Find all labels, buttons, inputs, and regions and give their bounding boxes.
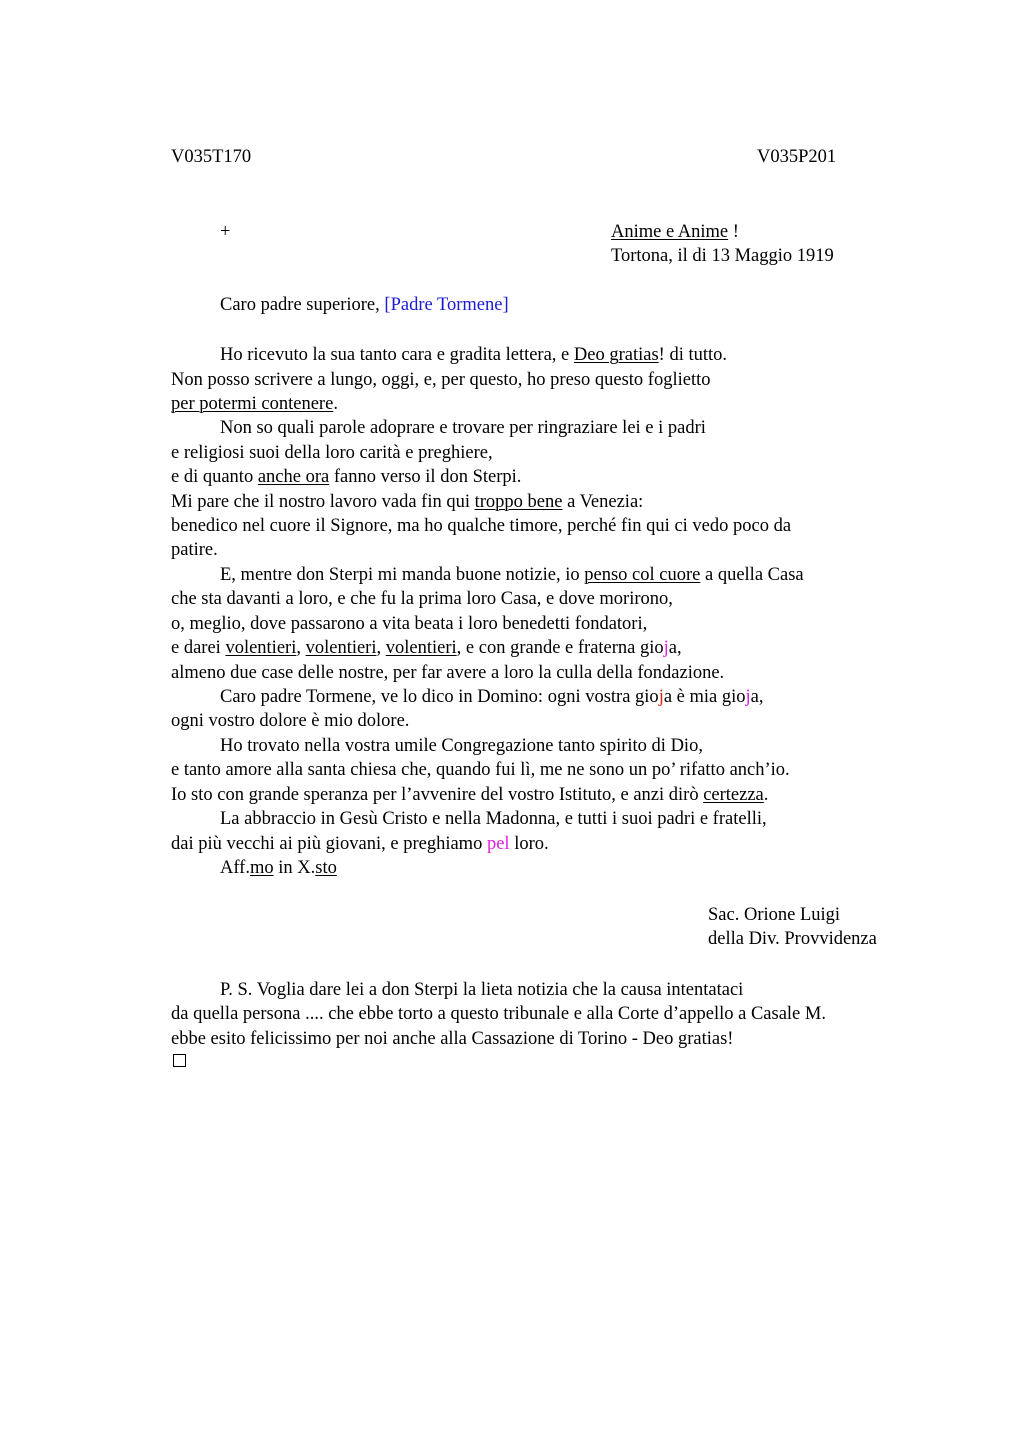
text-run: a Venezia:: [562, 492, 644, 512]
text-run: , e con grande e fraterna gio: [456, 638, 664, 658]
underlined-text: anche ora: [257, 467, 330, 487]
underlined-text: volentieri: [385, 638, 457, 658]
document-code-left: V035T170: [171, 147, 252, 167]
text-run: Mi pare che il nostro lavoro vada fin qui: [171, 492, 475, 512]
text-run: e darei: [171, 638, 226, 658]
body-line-9: patire.: [171, 540, 218, 560]
body-line-1: [220, 343, 727, 367]
highlighted-letter: j: [663, 638, 669, 658]
text-run: a è mia gio: [663, 687, 746, 707]
text-run: Ho ricevuto la sua tanto cara e gradita lettera, e: [220, 345, 574, 365]
underlined-text: mo: [249, 858, 274, 878]
body-line-20: La abbraccio in Gesù Cristo e nella Madonna, e tutti i suoi padri e fratelli,: [220, 809, 767, 829]
body-line-14: almeno due case delle nostre, per far avere a loro la culla della fondazione.: [171, 663, 725, 683]
body-line-2: Non posso scrivere a lungo, oggi, e, per questo, ho preso questo foglietto: [171, 370, 711, 390]
text-run: Caro padre Tormene, ve lo dico in Domino: ogni vostra gio: [220, 687, 659, 707]
body-line-5: e religiosi suoi della loro carità e preghiere,: [171, 443, 493, 463]
text-run: loro.: [509, 834, 549, 854]
underlined-text: per potermi contenere: [171, 394, 334, 414]
body-line-3: [171, 392, 338, 416]
text-run: dai più vecchi ai più giovani, e preghiamo: [171, 834, 487, 854]
motto-exclamation: !: [728, 222, 739, 242]
postscript-line-3: ebbe esito felicissimo per noi anche alla Cassazione di Torino - Deo gratias!: [171, 1029, 734, 1049]
text-run: a,: [668, 638, 682, 658]
body-line-7: [171, 490, 643, 514]
salutation: [220, 295, 509, 316]
text-run: ,: [296, 638, 306, 658]
underlined-text: volentieri: [225, 638, 297, 658]
body-line-17: Ho trovato nella vostra umile Congregazione tanto spirito di Dio,: [220, 736, 703, 756]
text-run: .: [333, 394, 338, 414]
text-run: e di quanto: [171, 467, 258, 487]
text-run: fanno verso il don Sterpi.: [329, 467, 522, 487]
postscript-line-2: da quella persona .... che ebbe torto a questo tribunale e alla Corte d’appello a Casale M.: [171, 1004, 826, 1024]
body-line-19: [171, 783, 768, 807]
postscript-line-1: P. S. Voglia dare lei a don Sterpi la lieta notizia che la causa intentataci: [220, 980, 744, 1000]
highlighted-letter: j: [658, 687, 664, 707]
highlighted-letter: j: [745, 687, 751, 707]
body-line-16: ogni vostro dolore è mio dolore.: [171, 711, 410, 731]
underlined-text: penso col cuore: [584, 565, 701, 585]
text-run: ! di tutto.: [658, 345, 728, 365]
body-line-6: [171, 465, 521, 489]
underlined-text: Deo gratias: [573, 345, 659, 365]
end-box-icon: [173, 1054, 186, 1067]
motto-underlined: Anime e Anime: [611, 222, 729, 242]
underlined-text: sto: [315, 858, 337, 878]
body-line-12: o, meglio, dove passarono a vita beata i loro benedetti fondatori,: [171, 614, 648, 634]
underlined-text: troppo bene: [474, 492, 563, 512]
body-line-15: [220, 685, 764, 709]
underlined-text: volentieri: [305, 638, 377, 658]
body-line-8: benedico nel cuore il Signore, ma ho qualche timore, perché fin qui ci vedo poco da: [171, 516, 792, 536]
text-run: a,: [750, 687, 764, 707]
bracket-close: ]: [502, 295, 509, 315]
highlighted-word: pel: [486, 834, 510, 854]
text-run: E, mentre don Sterpi mi manda buone notizie, io: [220, 565, 585, 585]
text-run: .: [763, 785, 769, 805]
text-run: ,: [376, 638, 386, 658]
body-line-21: [171, 832, 549, 856]
body-line-18: e tanto amore alla santa chiesa che, quando fui lì, me ne sono un po’ rifatto anch’io.: [171, 760, 790, 780]
text-run: in X.: [273, 858, 316, 878]
closing-line: [220, 856, 337, 880]
underlined-text: certezza: [703, 785, 764, 805]
motto: [611, 222, 739, 243]
place-date: Tortona, il di 13 Maggio 1919: [611, 246, 834, 266]
body-line-13: [171, 636, 682, 660]
body-line-4: Non so quali parole adoprare e trovare per ringraziare lei e i padri: [220, 418, 706, 438]
signature-title: della Div. Provvidenza: [708, 929, 877, 949]
signature-name: Sac. Orione Luigi: [708, 905, 841, 925]
text-run: a quella Casa: [700, 565, 804, 585]
body-line-11: che sta davanti a loro, e che fu la prima loro Casa, e dove morirono,: [171, 589, 673, 609]
body-line-10: [220, 563, 804, 587]
text-run: Aff.: [220, 858, 250, 878]
recipient-note: Padre Tormene: [390, 295, 503, 315]
salutation-text: Caro padre superiore,: [220, 295, 385, 315]
document-code-right: V035P201: [757, 147, 837, 167]
text-run: Io sto con grande speranza per l’avvenire del vostro Istituto, e anzi dirò: [171, 785, 704, 805]
bracket-open: [: [384, 295, 391, 315]
cross-symbol: +: [220, 222, 231, 242]
